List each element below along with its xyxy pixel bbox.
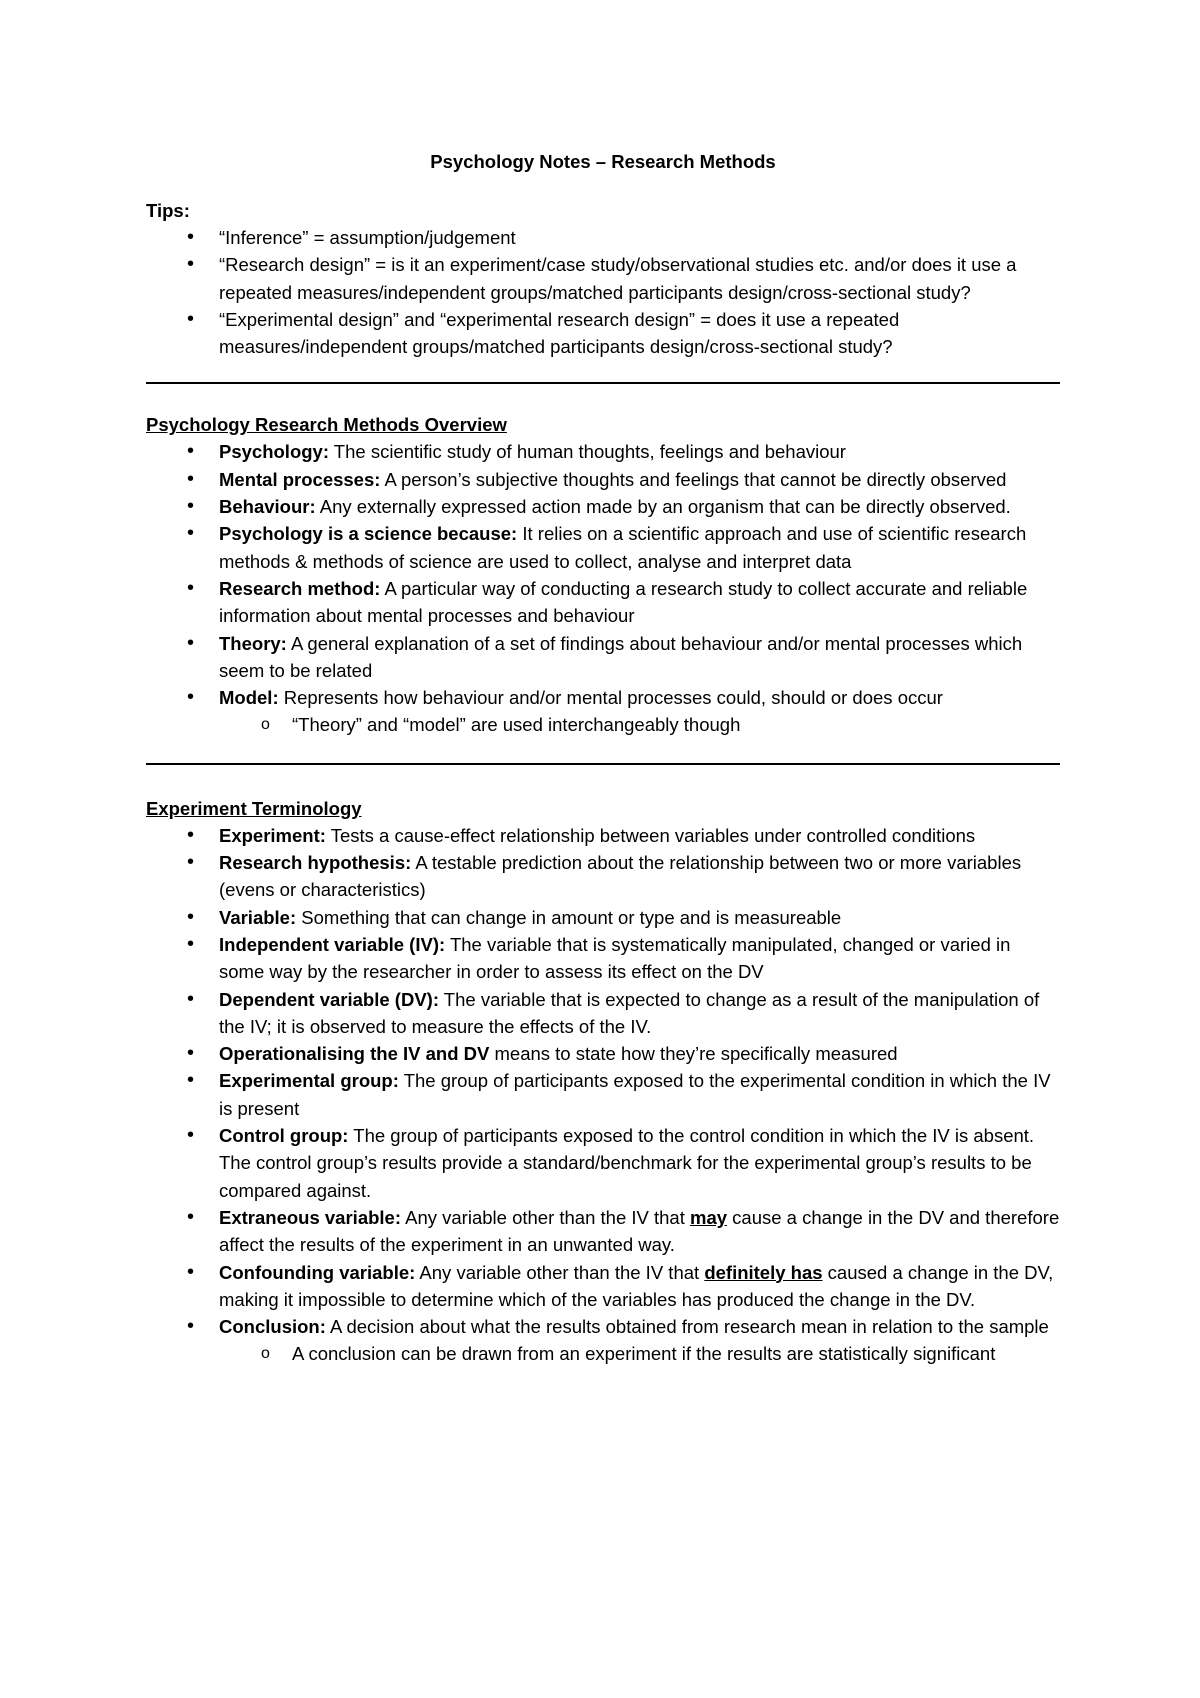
term-definition: A testable prediction about the relationship between two or more variables (evens or characteristics) xyxy=(219,852,1022,901)
term-label: Independent variable (IV): xyxy=(219,933,446,955)
list-item xyxy=(146,1067,1060,1122)
term-label: Experiment: xyxy=(219,824,326,846)
term-definition: The scientific study of human thoughts, feelings and behaviour xyxy=(329,441,846,463)
sub-list xyxy=(219,1340,1060,1367)
term-label: Operationalising the IV and DV xyxy=(219,1043,490,1065)
list-item: • “Experimental design” and “experimental research design” = does it use a repeated measures/independent groups/matched participants design/cross-sectional study? xyxy=(146,306,1060,361)
term-label: Confounding variable: xyxy=(219,1261,416,1283)
list-item xyxy=(146,1313,1060,1368)
list-item: • “Inference” = assumption/judgement xyxy=(146,224,1060,251)
term-definition: cause a change in the DV and therefore affect the results of the experiment in an unwanted way. xyxy=(219,1206,1060,1256)
terminology-section xyxy=(146,795,1060,1368)
section-divider xyxy=(146,382,1060,384)
term-definition: The variable that is expected to change as a result of the manipulation of the IV; it is observed to measure the effects of the IV. xyxy=(219,988,1040,1037)
list-item xyxy=(146,493,1060,520)
term-definition: Any externally expressed action made by an organism that can be directly observed. xyxy=(315,496,1011,518)
term-label: Research hypothesis: xyxy=(219,852,412,874)
list-item xyxy=(146,1122,1060,1204)
list-item xyxy=(146,466,1060,493)
term-definition: A decision about what the results obtained from research mean in relation to the sample xyxy=(325,1316,1049,1338)
overview-heading: Psychology Research Methods Overview xyxy=(146,414,507,436)
sub-list-item: o A conclusion can be drawn from an experiment if the results are statistically significant xyxy=(219,1340,1060,1367)
term-definition: Represents how behaviour and/or mental processes could, should or does occur xyxy=(278,687,943,709)
overview-section xyxy=(146,411,1060,738)
list-item xyxy=(146,1204,1060,1259)
term-definition: Any variable other than the IV that xyxy=(401,1206,690,1228)
terminology-list xyxy=(146,822,1060,1368)
term-label: Extraneous variable: xyxy=(219,1206,401,1228)
list-item xyxy=(146,520,1060,575)
term-definition: caused a change in the DV, making it impossible to determine which of the variables has produced the change in the DV. xyxy=(219,1261,1054,1310)
term-label: Behaviour: xyxy=(219,496,316,518)
overview-list xyxy=(146,438,1060,738)
sub-list-item: o “Theory” and “model” are used interchangeably though xyxy=(219,711,1060,738)
list-item xyxy=(146,630,1060,685)
tips-section xyxy=(146,197,1060,360)
list-item xyxy=(146,822,1060,849)
list-item xyxy=(146,904,1060,931)
term-label: Variable: xyxy=(219,906,297,928)
term-definition: Tests a cause-effect relationship between variables under controlled conditions xyxy=(325,824,976,846)
term-label: Theory: xyxy=(219,632,287,654)
list-item xyxy=(146,931,1060,986)
list-item xyxy=(146,1259,1060,1314)
term-definition: means to state how they’re specifically measured xyxy=(489,1043,898,1065)
term-definition: Something that can change in amount or type and is measureable xyxy=(296,906,842,928)
term-definition: A general explanation of a set of findings about behaviour and/or mental processes which seem to be related xyxy=(219,632,1023,681)
list-item: • “Research design” = is it an experiment/case study/observational studies etc. and/or does it use a repeated measures/independent groups/matched participants design/cross-sectional study? xyxy=(146,251,1060,306)
term-definition: The group of participants exposed to the experimental condition in which the IV is present xyxy=(219,1070,1051,1119)
term-label: Control group: xyxy=(219,1125,349,1147)
emphasis-text: definitely has xyxy=(704,1261,823,1283)
term-label: Mental processes: xyxy=(219,468,381,490)
term-label: Conclusion: xyxy=(219,1316,326,1338)
term-label: Psychology: xyxy=(219,441,329,463)
term-label: Research method: xyxy=(219,577,381,599)
emphasis-text: may xyxy=(690,1206,728,1228)
term-label: Experimental group: xyxy=(219,1070,399,1092)
term-definition: A particular way of conducting a research study to collect accurate and reliable information about mental processes and behaviour xyxy=(219,577,1028,627)
list-item xyxy=(146,849,1060,904)
term-definition: A person’s subjective thoughts and feelings that cannot be directly observed xyxy=(380,468,1007,490)
term-definition: Any variable other than the IV that xyxy=(415,1261,705,1283)
term-label: Psychology is a science because: xyxy=(219,523,518,545)
term-label: Model: xyxy=(219,687,279,709)
page-title: Psychology Notes – Research Methods xyxy=(430,151,776,172)
list-item xyxy=(146,575,1060,630)
tips-list xyxy=(146,224,1060,360)
list-item xyxy=(146,1040,1060,1067)
terminology-heading: Experiment Terminology xyxy=(146,797,362,819)
term-definition: The group of participants exposed to the control condition in which the IV is absent. The control group’s results provide a standard/benchmark for the experimental group’s results to be compared against. xyxy=(219,1125,1035,1201)
tips-heading: Tips: xyxy=(146,200,190,221)
section-divider xyxy=(146,763,1060,765)
term-label: Dependent variable (DV): xyxy=(219,988,439,1010)
list-item xyxy=(146,684,1060,739)
list-item xyxy=(146,438,1060,465)
sub-list xyxy=(219,711,1060,738)
term-definition: The variable that is systematically manipulated, changed or varied in some way by the researcher in order to assess its effect on the DV xyxy=(219,933,1011,983)
list-item xyxy=(146,986,1060,1041)
term-definition: It relies on a scientific approach and use of scientific research methods & methods of science are used to collect, analyse and interpret data xyxy=(219,523,1027,572)
